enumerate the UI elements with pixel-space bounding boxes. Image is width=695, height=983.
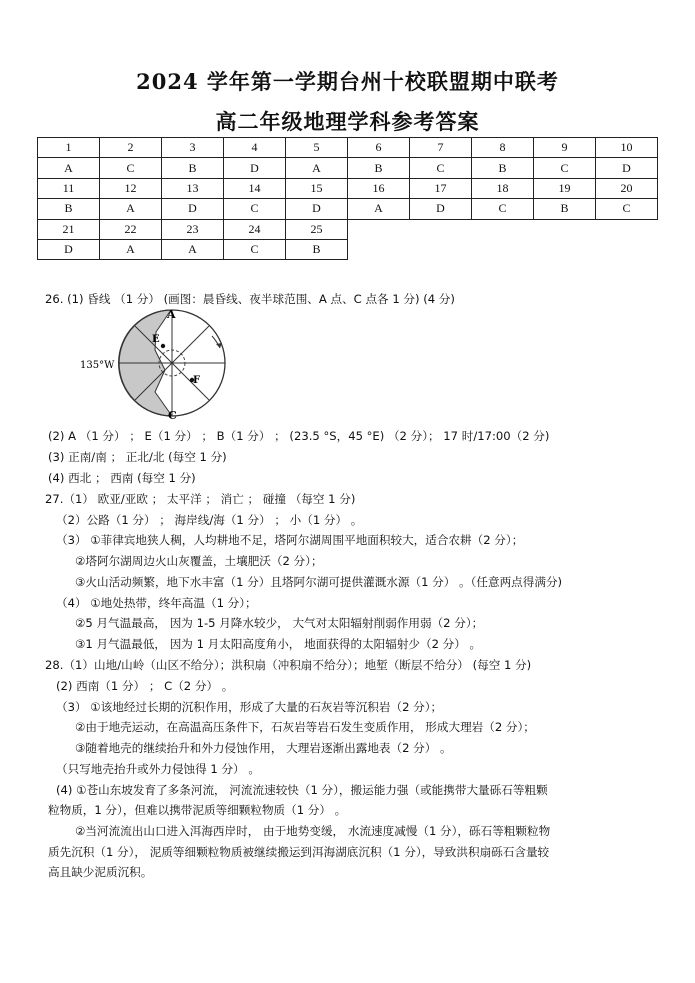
table-cell: 10 [596,138,658,158]
table-cell: C [410,158,472,178]
table-cell: B [534,199,596,219]
q26-part3: (3) 正南/南 ； 正北/北 (每空 1 分) [48,450,227,464]
label-c: C [168,409,177,420]
arrow-head [216,343,222,348]
q28-part1: 28.（1）山地/山岭（山区不给分）；洪积扇（冲积扇不给分）；地堑（断层不给分） (每空 1 分) [45,658,532,672]
empty-cell [348,219,410,239]
label-f: F [193,375,201,386]
table-cell: 1 [38,138,100,158]
table-cell: 24 [224,219,286,239]
point-e-dot [161,344,165,348]
table-cell: D [286,199,348,219]
table-cell: 13 [162,178,224,198]
q27-part1: 27.（1） 欧亚/亚欧 ； 太平洋 ； 消亡 ； 碰撞 （每空 1 分) [45,492,356,506]
q28-part3-2: ②由于地壳运动，在高温高压条件下，石灰岩等岩石发生变质作用， 形成大理岩（2 分）； [75,720,535,734]
table-cell: B [286,239,348,259]
table-cell: C [472,199,534,219]
table-cell: D [224,158,286,178]
q26-part4: (4) 西北 ； 西南 (每空 1 分) [48,471,196,485]
table-cell: 16 [348,178,410,198]
table-cell: B [472,158,534,178]
table-row [38,178,658,198]
table-cell: B [38,199,100,219]
table-cell: 17 [410,178,472,198]
table-cell: A [38,158,100,178]
table-cell: 14 [224,178,286,198]
table-cell: 6 [348,138,410,158]
answer-table [37,137,658,260]
table-cell: 7 [410,138,472,158]
q27-part3-1: （3） ①菲律宾地狭人稠，人均耕地不足，塔阿尔湖周围平地面积较大，适合农耕（2 分）； [56,533,524,547]
table-cell: 23 [162,219,224,239]
q27-part4-1: （4） ①地处热带，终年高温（1 分）； [56,596,257,610]
table-cell: 25 [286,219,348,239]
table-cell: D [596,158,658,178]
meridian [172,326,209,363]
table-cell: 20 [596,178,658,198]
table-cell: 21 [38,219,100,239]
empty-cell [534,239,596,259]
q26-part2: (2) A （1 分） ； E（1 分） ； B（1 分） ； (23.5 °S，45 °E) （2 分）； 17 时/17:00（2 分) [48,429,550,443]
q28-part3-1: （3） ①该地经过长期的沉积作用，形成了大量的石灰岩等沉积岩（2 分）； [56,700,443,714]
table-cell: A [162,239,224,259]
table-cell: 22 [100,219,162,239]
table-cell: 3 [162,138,224,158]
table-cell: D [162,199,224,219]
label-a: A [167,308,176,321]
table-cell: C [596,199,658,219]
q28-part4-2a: ②当河流流出山口进入洱海西岸时， 由于地势变缓， 水流速度减慢（1 分），砾石等粗颗粒物 [75,824,551,838]
table-cell: A [348,199,410,219]
table-cell: 4 [224,138,286,158]
table-cell: D [38,239,100,259]
q28-part4-1b: 粒物质，1 分），但难以携带泥质等细颗粒物质（1 分） 。 [48,803,347,817]
label-e: E [152,334,160,345]
empty-cell [596,219,658,239]
table-row [38,138,658,158]
earth-diagram [80,308,240,420]
q28-part4-2b: 质先沉积（1 分）， 泥质等细颗粒物质被继续搬运到洱海湖底沉积（1 分），导致洪积扇砾石含量较 [48,845,550,859]
table-cell: A [286,158,348,178]
empty-cell [410,219,472,239]
empty-cell [534,219,596,239]
table-cell: C [224,239,286,259]
table-cell: 5 [286,138,348,158]
q27-part3-2: ②塔阿尔湖周边火山灰覆盖，土壤肥沃（2 分）； [75,554,323,568]
q26-part1: 26. (1) 昏线 （1 分） (画图：晨昏线、夜半球范围、A 点、C 点各 1 分) (4 分) [45,292,455,306]
table-cell: 19 [534,178,596,198]
q27-part2: （2）公路（1 分） ； 海岸线/海（1 分） ； 小（1 分） 。 [56,513,363,527]
q28-part2: (2) 西南（1 分） ； C（2 分） 。 [56,679,234,693]
table-row [38,239,658,259]
q27-part4-3: ③1 月气温最低， 因为 1 月太阳高度角小， 地面获得的太阳辐射少（2 分） 。 [75,637,482,651]
table-cell: 8 [472,138,534,158]
empty-cell [472,219,534,239]
q28-part4-1a: (4) ①苍山东坡发育了多条河流， 河流流速较快（1 分），搬运能力强（或能携带大量砾石等粗颗 [56,783,548,797]
q27-part3-3: ③火山活动频繁，地下水丰富（1 分）且塔阿尔湖可提供灌溉水源（1 分） 。（任意两点得满分) [75,575,563,589]
table-cell: B [348,158,410,178]
empty-cell [348,239,410,259]
q28-part3-note: （只写地壳抬升或外力侵蚀得 1 分） 。 [56,762,260,776]
table-cell: C [534,158,596,178]
table-row [38,199,658,219]
table-cell: 2 [100,138,162,158]
table-cell: D [410,199,472,219]
table-cell: 15 [286,178,348,198]
table-cell: 12 [100,178,162,198]
q27-part4-2: ②5 月气温最高， 因为 1-5 月降水较少， 大气对太阳辐射削弱作用弱（2 分）； [75,616,484,630]
empty-cell [410,239,472,259]
page-subtitle: 高二年级地理学科参考答案 [215,109,480,134]
table-cell: C [100,158,162,178]
table-cell: 11 [38,178,100,198]
q28-part3-3: ③随着地壳的继续抬升和外力侵蚀作用， 大理岩逐渐出露地表（2 分） 。 [75,741,452,755]
table-cell: B [162,158,224,178]
table-row [38,158,658,178]
empty-cell [596,239,658,259]
table-cell: 9 [534,138,596,158]
table-cell: A [100,199,162,219]
table-cell: A [100,239,162,259]
table-cell: 18 [472,178,534,198]
empty-cell [472,239,534,259]
table-cell: C [224,199,286,219]
q28-part4-2c: 高且缺少泥质沉积。 [48,865,153,879]
label-longitude: 135°W [80,360,115,371]
page-title: 2024 学年第一学期台州十校联盟期中联考 [136,69,559,94]
table-row [38,219,658,239]
